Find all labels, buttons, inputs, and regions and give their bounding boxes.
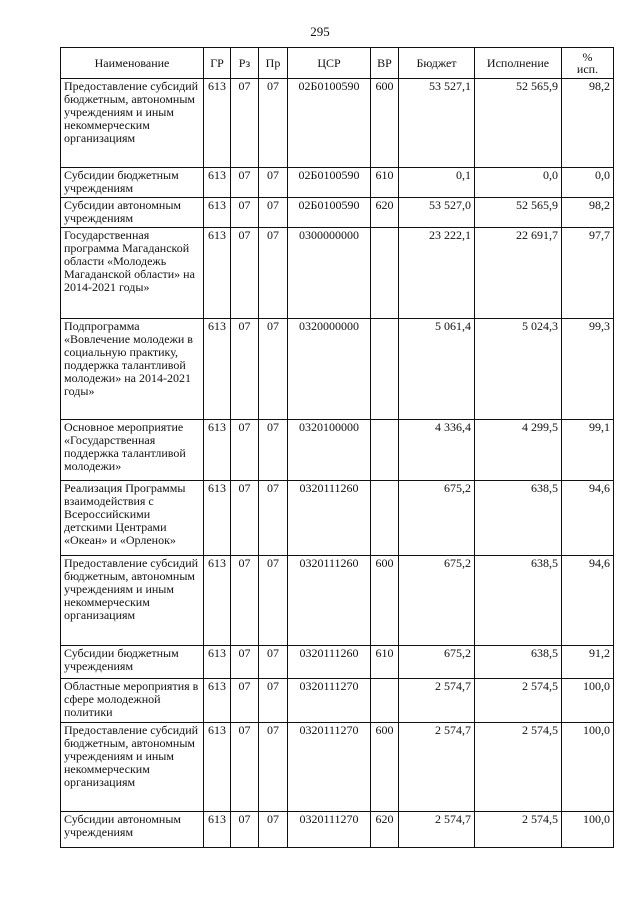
- row-rz: 07: [231, 420, 259, 481]
- table-row: [61, 812, 614, 848]
- row-name: Областные мероприятия в сфере молодежной политики: [61, 679, 204, 723]
- row-vr: [371, 481, 399, 556]
- row-name: Предоставление субсидий бюджетным, автономным учреждениям и иным некоммерческим организациям: [61, 556, 204, 646]
- row-name: Субсидии бюджетным учреждениям: [61, 168, 204, 198]
- table-row: [61, 646, 614, 679]
- row-pr: 07: [259, 679, 288, 723]
- row-budget: 4 336,4: [399, 420, 475, 481]
- row-gr: 613: [204, 556, 231, 646]
- row-rz: 07: [231, 812, 259, 848]
- header-budget: Бюджет: [399, 48, 475, 79]
- table-row: [61, 723, 614, 812]
- row-percent: 99,1: [562, 420, 614, 481]
- row-pr: 07: [259, 198, 288, 228]
- table-row: [61, 228, 614, 319]
- table-row: [61, 679, 614, 723]
- row-gr: 613: [204, 481, 231, 556]
- row-execution: 638,5: [475, 481, 562, 556]
- header-percent: % исп.: [562, 48, 614, 79]
- row-vr: 620: [371, 812, 399, 848]
- row-rz: 07: [231, 319, 259, 420]
- row-percent: 0,0: [562, 168, 614, 198]
- row-name: Субсидии бюджетным учреждениям: [61, 646, 204, 679]
- header-vr: ВР: [371, 48, 399, 79]
- row-rz: 07: [231, 723, 259, 812]
- row-vr: [371, 228, 399, 319]
- row-execution: 22 691,7: [475, 228, 562, 319]
- table-row: [61, 198, 614, 228]
- header-gr: ГР: [204, 48, 231, 79]
- table-row: [61, 319, 614, 420]
- row-pr: 07: [259, 812, 288, 848]
- row-vr: [371, 319, 399, 420]
- table-row: [61, 556, 614, 646]
- header-name: Наименование: [61, 48, 204, 79]
- row-rz: 07: [231, 198, 259, 228]
- row-gr: 613: [204, 420, 231, 481]
- row-gr: 613: [204, 812, 231, 848]
- row-rz: 07: [231, 679, 259, 723]
- row-csr: 0320111260: [288, 481, 371, 556]
- row-csr: 0320111270: [288, 679, 371, 723]
- row-vr: 610: [371, 168, 399, 198]
- table-row: [61, 79, 614, 168]
- row-csr: 02Б0100590: [288, 168, 371, 198]
- row-csr: 0320111260: [288, 646, 371, 679]
- row-gr: 613: [204, 646, 231, 679]
- row-budget: 2 574,7: [399, 812, 475, 848]
- row-budget: 0,1: [399, 168, 475, 198]
- row-rz: 07: [231, 79, 259, 168]
- table-row: [61, 168, 614, 198]
- row-csr: 0320100000: [288, 420, 371, 481]
- row-percent: 100,0: [562, 812, 614, 848]
- row-percent: 97,7: [562, 228, 614, 319]
- row-pr: 07: [259, 420, 288, 481]
- row-gr: 613: [204, 723, 231, 812]
- row-gr: 613: [204, 679, 231, 723]
- header-pr: Пр: [259, 48, 288, 79]
- row-execution: 638,5: [475, 646, 562, 679]
- row-percent: 100,0: [562, 679, 614, 723]
- row-budget: 2 574,7: [399, 679, 475, 723]
- row-execution: 5 024,3: [475, 319, 562, 420]
- table-body: [61, 79, 614, 848]
- row-vr: [371, 679, 399, 723]
- row-percent: 99,3: [562, 319, 614, 420]
- row-vr: [371, 420, 399, 481]
- header-execution: Исполнение: [475, 48, 562, 79]
- row-name: Субсидии автономным учреждениям: [61, 812, 204, 848]
- row-pr: 07: [259, 79, 288, 168]
- row-budget: 675,2: [399, 646, 475, 679]
- row-vr: 620: [371, 198, 399, 228]
- row-rz: 07: [231, 556, 259, 646]
- row-execution: 52 565,9: [475, 79, 562, 168]
- row-pr: 07: [259, 228, 288, 319]
- row-pr: 07: [259, 481, 288, 556]
- row-gr: 613: [204, 79, 231, 168]
- row-vr: 600: [371, 723, 399, 812]
- header-csr: ЦСР: [288, 48, 371, 79]
- row-pr: 07: [259, 319, 288, 420]
- row-budget: 53 527,1: [399, 79, 475, 168]
- row-name: Основное мероприятие «Государственная поддержка талантливой молодежи»: [61, 420, 204, 481]
- budget-table: [60, 47, 614, 848]
- row-pr: 07: [259, 556, 288, 646]
- row-vr: 600: [371, 556, 399, 646]
- row-percent: 98,2: [562, 198, 614, 228]
- row-name: Субсидии автономным учреждениям: [61, 198, 204, 228]
- row-budget: 23 222,1: [399, 228, 475, 319]
- row-csr: 0300000000: [288, 228, 371, 319]
- page-number: 295: [310, 24, 330, 39]
- row-csr: 0320000000: [288, 319, 371, 420]
- row-pr: 07: [259, 646, 288, 679]
- row-csr: 0320111260: [288, 556, 371, 646]
- row-name: Предоставление субсидий бюджетным, автономным учреждениям и иным некоммерческим организациям: [61, 79, 204, 168]
- row-vr: 610: [371, 646, 399, 679]
- row-budget: 675,2: [399, 481, 475, 556]
- row-gr: 613: [204, 168, 231, 198]
- row-name: Государственная программа Магаданской области «Молодежь Магаданской области» на 2014-2021 годы»: [61, 228, 204, 319]
- row-percent: 100,0: [562, 723, 614, 812]
- row-execution: 2 574,5: [475, 679, 562, 723]
- row-gr: 613: [204, 198, 231, 228]
- table-row: [61, 420, 614, 481]
- row-csr: 0320111270: [288, 812, 371, 848]
- row-execution: 52 565,9: [475, 198, 562, 228]
- row-percent: 94,6: [562, 556, 614, 646]
- row-csr: 02Б0100590: [288, 198, 371, 228]
- row-percent: 98,2: [562, 79, 614, 168]
- row-budget: 2 574,7: [399, 723, 475, 812]
- row-gr: 613: [204, 319, 231, 420]
- row-name: Реализация Программы взаимодействия с Всероссийскими детскими Центрами «Океан» и «Орленок»: [61, 481, 204, 556]
- row-vr: 600: [371, 79, 399, 168]
- row-csr: 0320111270: [288, 723, 371, 812]
- row-budget: 5 061,4: [399, 319, 475, 420]
- header-row: [61, 48, 614, 79]
- row-gr: 613: [204, 228, 231, 319]
- row-pr: 07: [259, 168, 288, 198]
- row-execution: 4 299,5: [475, 420, 562, 481]
- row-rz: 07: [231, 646, 259, 679]
- row-execution: 2 574,5: [475, 812, 562, 848]
- header-rz: Рз: [231, 48, 259, 79]
- row-execution: 0,0: [475, 168, 562, 198]
- row-budget: 675,2: [399, 556, 475, 646]
- row-rz: 07: [231, 228, 259, 319]
- row-budget: 53 527,0: [399, 198, 475, 228]
- row-rz: 07: [231, 168, 259, 198]
- row-execution: 2 574,5: [475, 723, 562, 812]
- row-pr: 07: [259, 723, 288, 812]
- row-name: Предоставление субсидий бюджетным, автономным учреждениям и иным некоммерческим организациям: [61, 723, 204, 812]
- row-percent: 94,6: [562, 481, 614, 556]
- row-execution: 638,5: [475, 556, 562, 646]
- row-percent: 91,2: [562, 646, 614, 679]
- row-name: Подпрограмма «Вовлечение молодежи в социальную практику, поддержка талантливой молодежи» на 2014-2021 годы»: [61, 319, 204, 420]
- row-csr: 02Б0100590: [288, 79, 371, 168]
- table-row: [61, 481, 614, 556]
- row-rz: 07: [231, 481, 259, 556]
